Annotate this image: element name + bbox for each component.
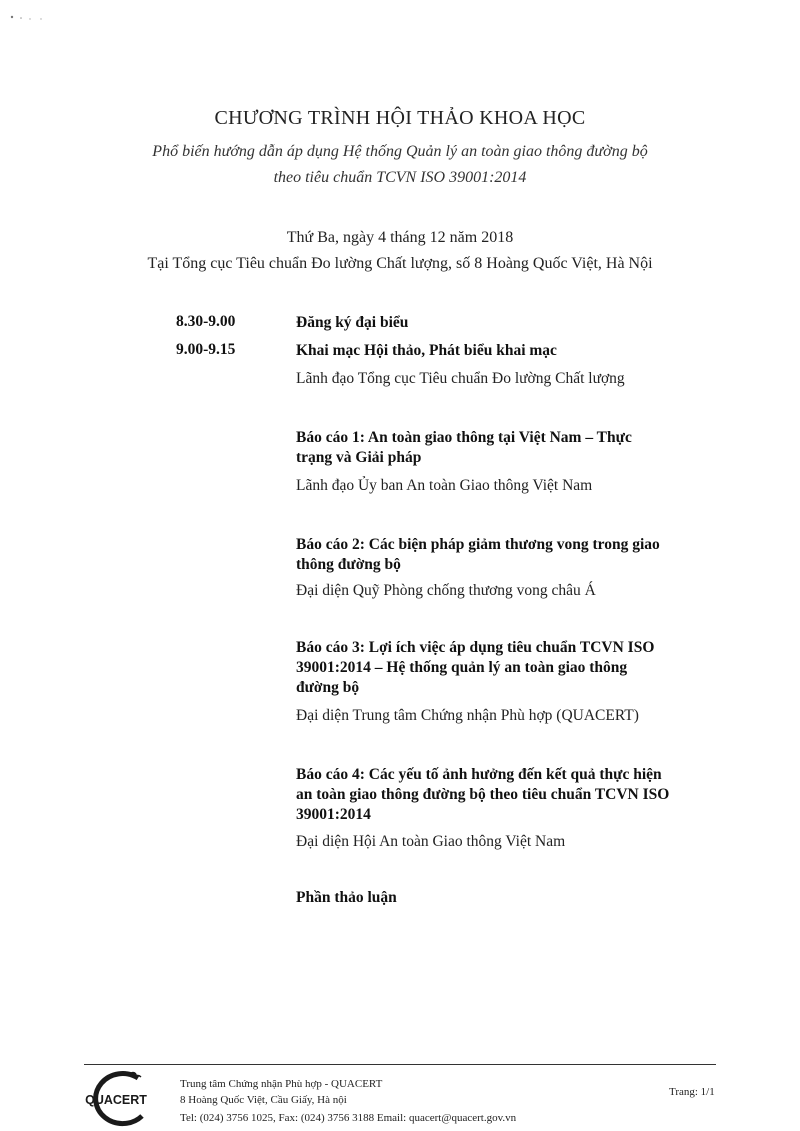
footer-organization: Trung tâm Chứng nhận Phù hợp - QUACERT (180, 1078, 383, 1090)
agenda-title-line: an toàn giao thông đường bộ theo tiêu chuẩn TCVN ISO (296, 786, 670, 803)
scan-speck-mark (8, 14, 48, 22)
agenda-time: 8.30-9.00 (176, 313, 236, 330)
agenda-item-title (296, 765, 716, 825)
agenda-speaker: Lãnh đạo Ủy ban An toàn Giao thông Việt Nam (296, 477, 593, 494)
agenda-title-line: 39001:2014 (296, 806, 371, 823)
agenda-item-title (296, 313, 716, 333)
document-title: CHƯƠNG TRÌNH HỘI THẢO KHOA HỌC (214, 107, 586, 129)
agenda-time: 9.00-9.15 (176, 341, 236, 358)
quacert-logo (78, 1068, 154, 1128)
agenda-title-line: Báo cáo 3: Lợi ích việc áp dụng tiêu chuẩn TCVN ISO (296, 639, 655, 656)
agenda-title-line: Báo cáo 2: Các biện pháp giảm thương vong trong giao (296, 536, 660, 553)
agenda-item-title (296, 535, 716, 575)
event-venue: Tại Tổng cục Tiêu chuẩn Đo lường Chất lượng, số 8 Hoàng Quốc Việt, Hà Nội (147, 255, 653, 272)
agenda-title-line: Phần thảo luận (296, 889, 397, 906)
footer-contact: Tel: (024) 3756 1025, Fax: (024) 3756 3188 Email: quacert@quacert.gov.vn (180, 1112, 517, 1124)
agenda-speaker: Đại diện Hội An toàn Giao thông Việt Nam (296, 833, 566, 850)
agenda-title-line: đường bộ (296, 679, 360, 696)
event-date: Thứ Ba, ngày 4 tháng 12 năm 2018 (286, 229, 514, 246)
agenda-title-line: trạng và Giải pháp (296, 449, 422, 466)
agenda-item-title (296, 888, 716, 908)
document-subtitle-line2: theo tiêu chuẩn TCVN ISO 39001:2014 (273, 169, 527, 186)
agenda-item-title (296, 638, 716, 698)
agenda-title-line: thông đường bộ (296, 556, 401, 573)
agenda-item-title (296, 341, 716, 361)
agenda-speaker: Lãnh đạo Tổng cục Tiêu chuẩn Đo lường Chất lượng (296, 370, 625, 387)
agenda-speaker: Đại diện Trung tâm Chứng nhận Phù hợp (QUACERT) (296, 707, 639, 724)
agenda-speaker: Đại diện Quỹ Phòng chống thương vong châu Á (296, 582, 596, 599)
agenda-title-line: 39001:2014 – Hệ thống quản lý an toàn giao thông (296, 659, 628, 676)
agenda-title-line: Báo cáo 4: Các yếu tố ảnh hưởng đến kết quả thực hiện (296, 766, 662, 783)
agenda-title-line: Báo cáo 1: An toàn giao thông tại Việt Nam – Thực (296, 429, 632, 446)
agenda-item-title (296, 428, 716, 468)
footer-divider (84, 1064, 716, 1065)
agenda-title-line: Đăng ký đại biểu (296, 314, 409, 331)
page-number: Trang: 1/1 (669, 1086, 715, 1098)
document-subtitle-line1: Phổ biến hướng dẫn áp dụng Hệ thống Quản lý an toàn giao thông đường bộ (152, 143, 648, 160)
agenda-title-line: Khai mạc Hội thảo, Phát biểu khai mạc (296, 342, 557, 359)
footer-address: 8 Hoàng Quốc Việt, Cầu Giấy, Hà nội (180, 1094, 347, 1106)
svg-text:QUACERT: QUACERT (85, 1093, 147, 1107)
